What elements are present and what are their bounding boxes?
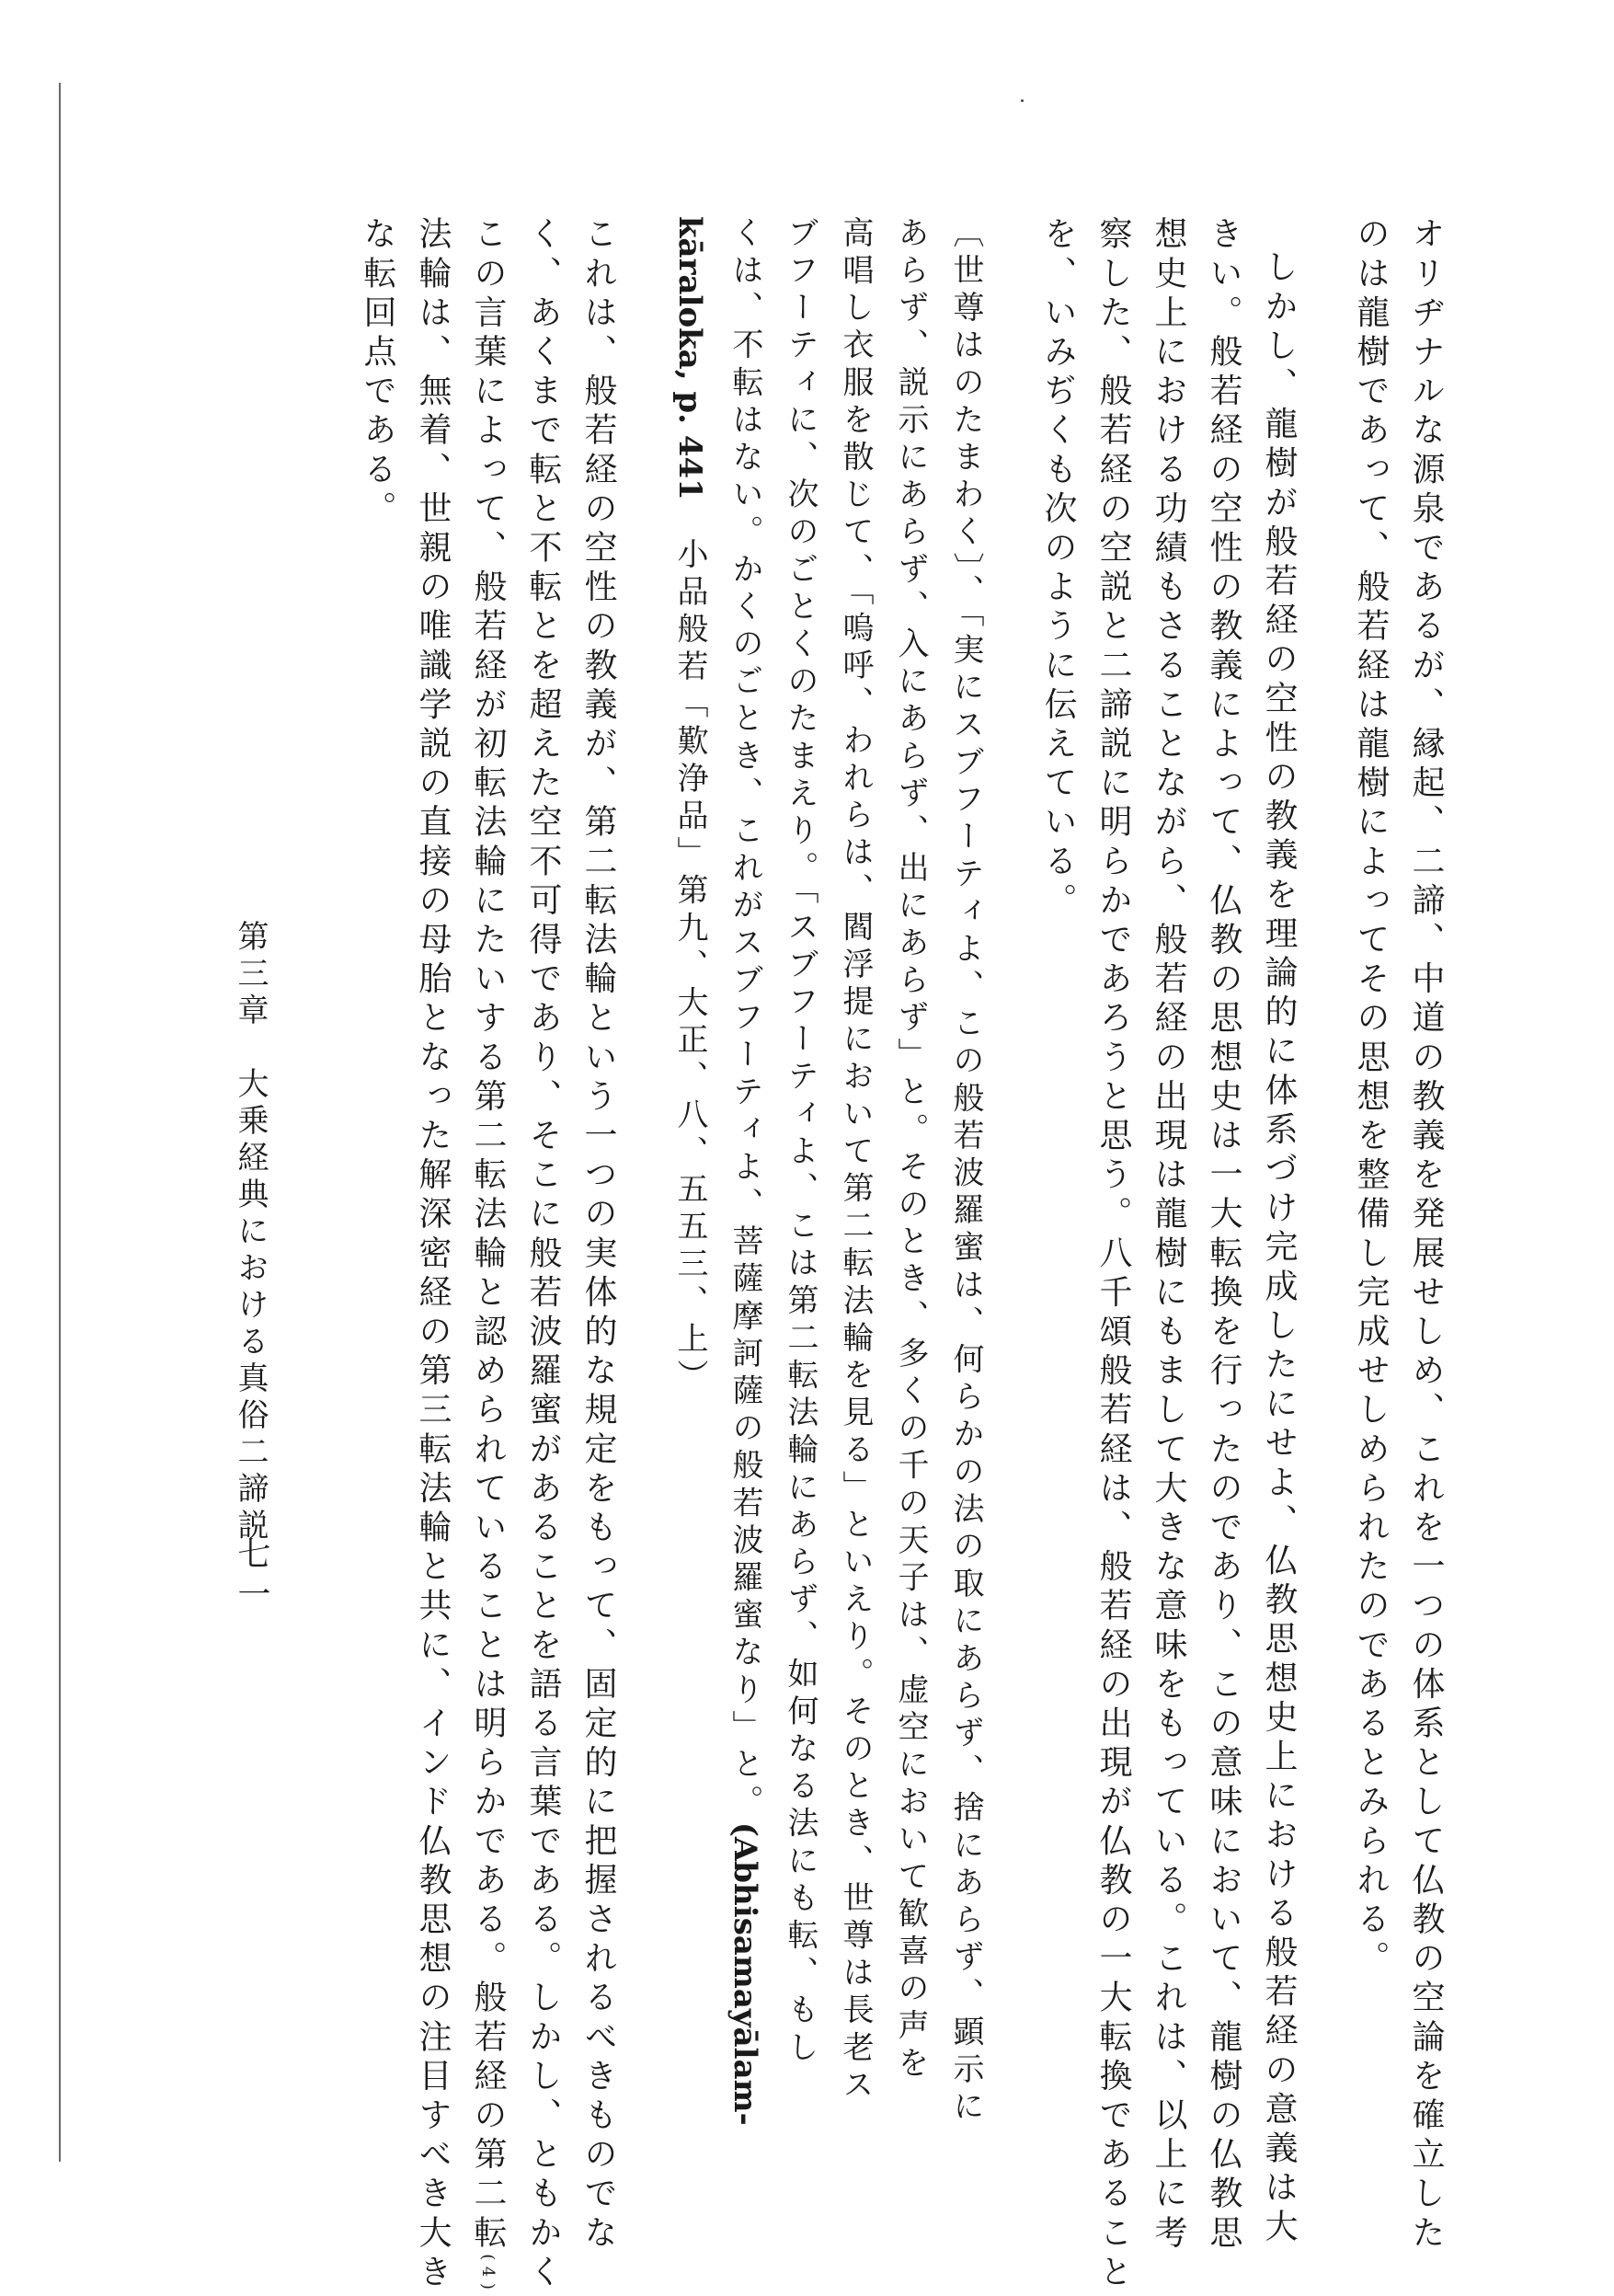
binding-edge-line xyxy=(59,83,61,2162)
text-line: のは龍樹であって、般若経は龍樹によってその思想を整備し完成せしめられたのであるとみられる。 xyxy=(1352,216,1390,1980)
quote-line-text: ブフーティに、次のごとくのたまえり。「スブフーティよ、こは第二転法輪にあらず、如何なる法にも転、もし xyxy=(782,216,818,2068)
quote-line xyxy=(717,216,773,2126)
text-line: しかし、龍樹が般若経の空性の教義を理論的に体系づけ完成したにせよ、仏教思想史上における般若経の意義は大 xyxy=(1260,249,1298,2248)
quote-line: 高唱し衣服を散じて、「嗚呼、われらは、閻浮提において第二転法輪を見る」といえり。そのとき、世尊は長老ス xyxy=(837,216,874,2106)
page-number: 七一 xyxy=(233,1536,270,1617)
text-line: 察した、般若経の空説と二諦説に明らかであろうと思う。八千頌般若経は、般若経の出現が仏教の一大転換であること xyxy=(1094,216,1132,2293)
text-line: く、あくまで転と不転とを超えた空不可得であり、そこに般若波羅蜜があることを語る言葉である。しかし、ともかく xyxy=(524,216,562,2293)
footnote-reference: (4) xyxy=(478,2254,498,2296)
text-line: を、いみぢくも次のように伝えている。 xyxy=(1039,216,1077,922)
text-line: これは、般若経の空性の教義が、第二転法輪という一つの実体的な規定をもって、固定的に把握されるべきものでな xyxy=(579,216,617,2255)
main-text-block xyxy=(349,216,1453,2296)
text-line: きい。般若経の空性の教義によって、仏教の思想史は一大転換を行ったのであり、この意味において、龍樹の仏教思 xyxy=(1205,216,1242,2255)
text-line: オリヂナルな源泉であるが、縁起、二諦、中道の教義を発展せしめ、これを一つの体系として仏教の空論を確立した xyxy=(1407,216,1445,2255)
scan-speck xyxy=(1021,99,1024,102)
text-line: な転回点である。 xyxy=(359,216,396,530)
text-line: 法輪は、無着、世親の唯識学説の直接の母胎となった解深密経の第三転法輪と共に、インド仏教思想の注目すべき大き xyxy=(414,216,452,2293)
quote-source-roman-continued: kāraloka, p. 441 xyxy=(671,216,708,500)
running-header: 第三章 大乗経典における真俗二諦説 xyxy=(232,920,269,1545)
quotation-block xyxy=(662,216,993,2128)
quote-line xyxy=(773,216,828,2068)
quote-source-roman: (Abhisamayālam- xyxy=(727,1821,763,2126)
quote-source-line xyxy=(662,216,717,2019)
text-line: 想史上における功績もさることながら、般若経の出現は龍樹にもまして大きな意味をもっている。これは、以上に考 xyxy=(1150,216,1187,2255)
quote-source-ja: 小品般若「歎浄品」第九、大正、八、五五三、上） xyxy=(671,537,708,1397)
quote-line: 〔世尊はのたまわく〕、「実にスブフーティよ、この般若波羅蜜は、何らかの法の取にあらず、捨にあらず、顕示に xyxy=(947,216,984,2128)
quote-line-text: くは、不転はない。かくのごとき、これがスブフーティよ、菩薩摩訶薩の般若波羅蜜なり」と。 xyxy=(727,216,763,1822)
quote-line: あらず、説示にあらず、入にあらず、出にあらず」と。そのとき、多くの千の天子は、虚空において歓喜の声を xyxy=(892,216,929,2084)
text-line-content: この言葉によって、般若経が初転法輪にたいする第二転法輪と認められていることは明らかである。般若経の第二転 xyxy=(469,216,507,2255)
text-line xyxy=(460,216,515,2296)
